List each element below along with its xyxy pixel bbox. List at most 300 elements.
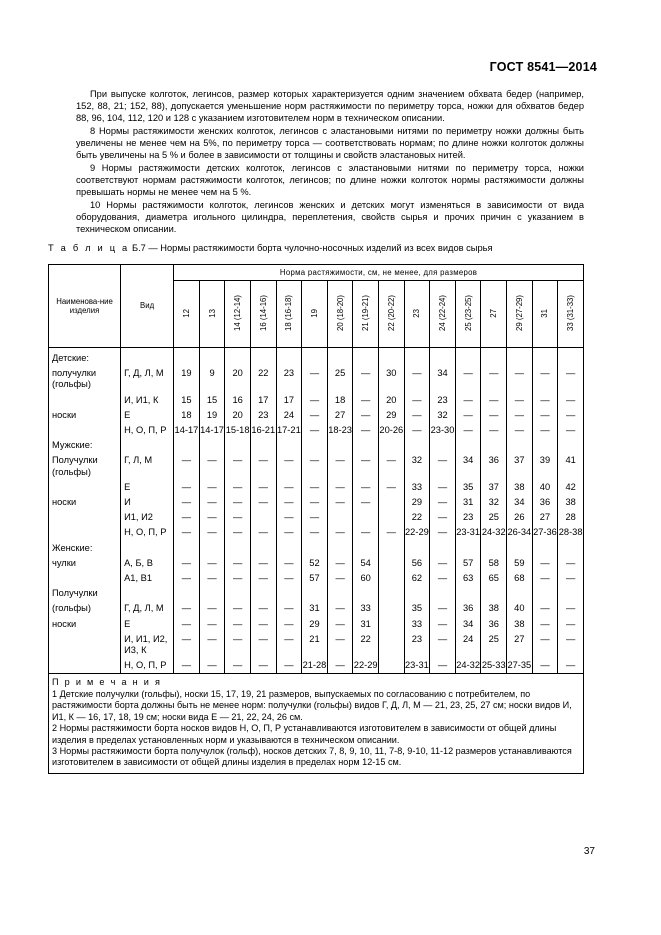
value-cell: 19: [199, 408, 225, 423]
value-cell: 28-38: [558, 525, 584, 540]
table-row: [49, 366, 584, 392]
value-cell: —: [327, 556, 353, 571]
value-cell: [404, 348, 430, 367]
value-cell: 59: [507, 556, 533, 571]
value-cell: —: [199, 601, 225, 616]
value-cell: 21: [302, 632, 328, 658]
size-header: [302, 281, 328, 348]
value-cell: —: [558, 366, 584, 392]
value-cell: —: [558, 423, 584, 438]
value-cell: —: [225, 617, 251, 632]
value-cell: 37: [507, 453, 533, 479]
value-cell: 23: [430, 393, 456, 408]
value-cell: —: [302, 495, 328, 510]
value-cell: 27: [507, 632, 533, 658]
value-cell: [302, 348, 328, 367]
note-item: 3 Нормы растяжимости борта получулок (гольф), носков детских 7, 8, 9, 10, 11, 7-8, 9-10, 11-12 размеров устанавливаются изготовителем в зависимости от общей длины изделия в пределах норм 12-15 см.: [52, 745, 572, 768]
value-cell: —: [404, 423, 430, 438]
value-cell: —: [199, 658, 225, 674]
kind-cell: Е: [121, 408, 174, 423]
value-cell: 32: [430, 408, 456, 423]
value-cell: [276, 586, 302, 601]
value-cell: —: [276, 658, 302, 674]
value-cell: —: [430, 617, 456, 632]
value-cell: 57: [455, 556, 481, 571]
size-header: [174, 281, 200, 348]
value-cell: —: [353, 423, 379, 438]
value-cell: [302, 541, 328, 556]
value-cell: —: [276, 571, 302, 586]
document-id: ГОСТ 8541—2014: [489, 60, 597, 74]
value-cell: —: [507, 408, 533, 423]
value-cell: —: [507, 423, 533, 438]
value-cell: [558, 348, 584, 367]
value-cell: —: [430, 453, 456, 479]
value-cell: [174, 541, 200, 556]
value-cell: 16-21: [250, 423, 276, 438]
value-cell: —: [558, 601, 584, 616]
item-name-cell: чулки: [49, 556, 121, 571]
value-cell: —: [225, 510, 251, 525]
value-cell: 17: [276, 393, 302, 408]
value-cell: 62: [404, 571, 430, 586]
size-header: [507, 281, 533, 348]
value-cell: 32: [481, 495, 507, 510]
value-cell: 39: [532, 453, 558, 479]
value-cell: 65: [481, 571, 507, 586]
value-cell: 29: [379, 408, 405, 423]
item-name-cell: [49, 480, 121, 495]
value-cell: —: [455, 408, 481, 423]
value-cell: —: [532, 601, 558, 616]
notes-list: [52, 689, 580, 769]
value-cell: —: [302, 453, 328, 479]
value-cell: —: [302, 366, 328, 392]
value-cell: [225, 586, 251, 601]
value-cell: —: [481, 423, 507, 438]
table-row: [49, 632, 584, 658]
value-cell: [353, 348, 379, 367]
value-cell: —: [430, 480, 456, 495]
value-cell: 9: [199, 366, 225, 392]
value-cell: —: [558, 658, 584, 674]
item-name-cell: получулки (гольфы): [49, 366, 121, 392]
value-cell: —: [430, 571, 456, 586]
kind-cell: А, Б, В: [121, 556, 174, 571]
table-row: [49, 495, 584, 510]
value-cell: 26: [507, 510, 533, 525]
value-cell: 58: [481, 556, 507, 571]
value-cell: 57: [302, 571, 328, 586]
value-cell: 37: [481, 480, 507, 495]
value-cell: —: [225, 632, 251, 658]
size-label: 24 (22-24): [438, 295, 448, 331]
size-label: 29 (27-29): [514, 295, 524, 331]
value-cell: 25: [481, 510, 507, 525]
value-cell: [455, 438, 481, 453]
item-name-cell: [49, 525, 121, 540]
value-cell: —: [250, 525, 276, 540]
value-cell: 34: [507, 495, 533, 510]
value-cell: [532, 541, 558, 556]
value-cell: —: [250, 658, 276, 674]
value-cell: —: [174, 601, 200, 616]
value-cell: —: [379, 453, 405, 479]
size-label: 25 (23-25): [463, 295, 473, 331]
column-header-norm: Норма растяжимости, см, не менее, для размеров: [174, 265, 584, 281]
item-name-cell: Получулки: [49, 586, 121, 601]
value-cell: [379, 541, 405, 556]
value-cell: —: [327, 453, 353, 479]
value-cell: —: [353, 495, 379, 510]
value-cell: 40: [532, 480, 558, 495]
item-name-cell: [49, 393, 121, 408]
value-cell: —: [404, 393, 430, 408]
notes-row: [49, 674, 584, 773]
table-row: [49, 586, 584, 601]
value-cell: 34: [455, 453, 481, 479]
value-cell: —: [174, 495, 200, 510]
value-cell: [353, 541, 379, 556]
value-cell: —: [532, 556, 558, 571]
value-cell: —: [507, 366, 533, 392]
value-cell: —: [225, 480, 251, 495]
value-cell: 38: [507, 617, 533, 632]
value-cell: —: [430, 658, 456, 674]
item-name-cell: Детские:: [49, 348, 121, 367]
size-label: 22 (20-22): [386, 295, 396, 331]
value-cell: 41: [558, 453, 584, 479]
value-cell: —: [276, 480, 302, 495]
value-cell: —: [302, 393, 328, 408]
table-row: [49, 423, 584, 438]
kind-cell: И: [121, 495, 174, 510]
value-cell: —: [532, 423, 558, 438]
value-cell: —: [199, 632, 225, 658]
value-cell: —: [174, 617, 200, 632]
value-cell: [353, 586, 379, 601]
value-cell: —: [174, 480, 200, 495]
column-header-kind: Вид: [121, 265, 174, 348]
value-cell: —: [327, 571, 353, 586]
kind-cell: [121, 541, 174, 556]
value-cell: —: [327, 495, 353, 510]
value-cell: —: [455, 393, 481, 408]
table-caption: [48, 243, 493, 253]
value-cell: [327, 348, 353, 367]
size-header: [481, 281, 507, 348]
kind-cell: А1, В1: [121, 571, 174, 586]
value-cell: —: [199, 480, 225, 495]
value-cell: —: [276, 453, 302, 479]
value-cell: 34: [455, 617, 481, 632]
value-cell: [430, 586, 456, 601]
value-cell: [430, 438, 456, 453]
value-cell: —: [276, 617, 302, 632]
value-cell: —: [225, 601, 251, 616]
value-cell: 31: [302, 601, 328, 616]
value-cell: 25-33: [481, 658, 507, 674]
item-name-cell: Женские:: [49, 541, 121, 556]
value-cell: 40: [507, 601, 533, 616]
value-cell: 31: [353, 617, 379, 632]
value-cell: —: [404, 366, 430, 392]
value-cell: 19: [174, 366, 200, 392]
kind-cell: Г, Л, М: [121, 453, 174, 479]
value-cell: [327, 586, 353, 601]
value-cell: [404, 541, 430, 556]
value-cell: —: [327, 658, 353, 674]
value-cell: 27-36: [532, 525, 558, 540]
value-cell: [455, 541, 481, 556]
value-cell: —: [225, 495, 251, 510]
value-cell: [455, 586, 481, 601]
value-cell: [302, 438, 328, 453]
value-cell: 26-34: [507, 525, 533, 540]
value-cell: 27: [327, 408, 353, 423]
table-row: [49, 453, 584, 479]
value-cell: —: [276, 601, 302, 616]
value-cell: 36: [481, 617, 507, 632]
intro-paragraph: 9 Нормы растяжимости детских колготок, легинсов с эластановыми нитями по периметру торса, ножки соответствуют нормам растяжимости колготок, легинсов; по длине ножки колготок нормы растяжимости должны превышать нормы не менее чем на 5 %.: [76, 162, 584, 197]
size-header: [276, 281, 302, 348]
item-name-cell: Мужские:: [49, 438, 121, 453]
value-cell: [276, 438, 302, 453]
item-name-cell: (гольфы): [49, 601, 121, 616]
value-cell: 22: [404, 510, 430, 525]
intro-text: [76, 89, 584, 237]
value-cell: —: [558, 393, 584, 408]
value-cell: —: [430, 632, 456, 658]
value-cell: —: [430, 525, 456, 540]
value-cell: 42: [558, 480, 584, 495]
value-cell: 23-31: [404, 658, 430, 674]
value-cell: —: [225, 525, 251, 540]
value-cell: —: [353, 393, 379, 408]
value-cell: 34: [430, 366, 456, 392]
size-header: [430, 281, 456, 348]
value-cell: 17-21: [276, 423, 302, 438]
value-cell: 35: [455, 480, 481, 495]
value-cell: [379, 495, 405, 510]
value-cell: [404, 586, 430, 601]
value-cell: —: [302, 408, 328, 423]
value-cell: 29: [302, 617, 328, 632]
value-cell: [379, 601, 405, 616]
value-cell: [558, 438, 584, 453]
value-cell: 33: [404, 480, 430, 495]
item-name-cell: [49, 510, 121, 525]
value-cell: —: [379, 480, 405, 495]
value-cell: —: [353, 366, 379, 392]
item-name-cell: носки: [49, 617, 121, 632]
value-cell: [250, 586, 276, 601]
size-label: 13: [207, 308, 217, 318]
value-cell: 36: [455, 601, 481, 616]
value-cell: [532, 586, 558, 601]
value-cell: [481, 438, 507, 453]
table-row: [49, 525, 584, 540]
size-header: [199, 281, 225, 348]
kind-cell: [121, 586, 174, 601]
size-header: [327, 281, 353, 348]
value-cell: [455, 348, 481, 367]
value-cell: —: [174, 658, 200, 674]
stretch-norms-table: [48, 264, 584, 774]
table-row: [49, 393, 584, 408]
intro-paragraph: 10 Нормы растяжимости колготок, легинсов женских и детских могут изменяться в зависимости от вида оборудования, диаметра игольного цилиндра, переплетения, свойств сырья и прочих причин с указанием в техническом описании.: [76, 199, 584, 234]
value-cell: 23: [455, 510, 481, 525]
item-name-cell: [49, 658, 121, 674]
size-label: 31: [540, 308, 550, 318]
value-cell: [379, 438, 405, 453]
size-header: [455, 281, 481, 348]
value-cell: 22-29: [404, 525, 430, 540]
value-cell: [250, 348, 276, 367]
value-cell: —: [558, 632, 584, 658]
value-cell: [481, 348, 507, 367]
value-cell: —: [199, 617, 225, 632]
value-cell: [379, 586, 405, 601]
value-cell: —: [481, 393, 507, 408]
value-cell: 15: [199, 393, 225, 408]
value-cell: 23: [404, 632, 430, 658]
size-label: 19: [309, 308, 319, 318]
item-name-cell: [49, 632, 121, 658]
value-cell: 18: [327, 393, 353, 408]
value-cell: —: [430, 510, 456, 525]
value-cell: [250, 541, 276, 556]
kind-cell: И, И1, И2, И3, К: [121, 632, 174, 658]
value-cell: [532, 438, 558, 453]
value-cell: 38: [481, 601, 507, 616]
value-cell: [507, 348, 533, 367]
kind-cell: Е: [121, 480, 174, 495]
value-cell: —: [250, 571, 276, 586]
value-cell: —: [276, 510, 302, 525]
size-header: [353, 281, 379, 348]
value-cell: —: [532, 571, 558, 586]
notes-title: П р и м е ч а н и я: [52, 677, 162, 688]
value-cell: [250, 438, 276, 453]
value-cell: —: [532, 408, 558, 423]
value-cell: —: [353, 480, 379, 495]
size-label: 18 (16-18): [284, 295, 294, 331]
value-cell: [558, 541, 584, 556]
value-cell: —: [199, 495, 225, 510]
table-row: [49, 541, 584, 556]
value-cell: 23-30: [430, 423, 456, 438]
value-cell: 33: [404, 617, 430, 632]
note-item: 2 Нормы растяжимости борта носков видов Н, О, П, Р устанавливаются изготовителем в зависимости от общей длины изделия в пределах установленных норм и указываются в техническом описании.: [52, 723, 557, 745]
value-cell: —: [353, 408, 379, 423]
notes-cell: [49, 674, 584, 773]
value-cell: 18-23: [327, 423, 353, 438]
table-row: [49, 617, 584, 632]
value-cell: —: [455, 366, 481, 392]
value-cell: —: [481, 408, 507, 423]
value-cell: [327, 510, 353, 525]
value-cell: [250, 510, 276, 525]
value-cell: —: [302, 480, 328, 495]
value-cell: —: [558, 571, 584, 586]
value-cell: —: [302, 510, 328, 525]
size-label: 20 (18-20): [335, 295, 345, 331]
value-cell: —: [558, 617, 584, 632]
value-cell: 28: [558, 510, 584, 525]
value-cell: [174, 348, 200, 367]
value-cell: [507, 541, 533, 556]
value-cell: 14-17: [174, 423, 200, 438]
value-cell: [199, 348, 225, 367]
value-cell: —: [225, 658, 251, 674]
column-header-item-name: Наименова-ние изделия: [49, 265, 121, 348]
value-cell: —: [225, 571, 251, 586]
value-cell: —: [199, 525, 225, 540]
table-row: [49, 408, 584, 423]
value-cell: —: [507, 393, 533, 408]
table-row: [49, 556, 584, 571]
value-cell: [532, 348, 558, 367]
value-cell: [379, 658, 405, 674]
value-cell: [302, 586, 328, 601]
value-cell: —: [250, 556, 276, 571]
value-cell: [379, 556, 405, 571]
table-row: [49, 348, 584, 367]
value-cell: —: [225, 556, 251, 571]
value-cell: —: [250, 453, 276, 479]
item-name-cell: [49, 423, 121, 438]
kind-cell: И1, И2: [121, 510, 174, 525]
item-name-cell: Получулки (гольфы): [49, 453, 121, 479]
size-label: 21 (19-21): [361, 295, 371, 331]
value-cell: 25: [481, 632, 507, 658]
value-cell: —: [558, 556, 584, 571]
value-cell: [430, 348, 456, 367]
value-cell: —: [353, 453, 379, 479]
value-cell: [507, 438, 533, 453]
value-cell: —: [250, 617, 276, 632]
value-cell: 36: [532, 495, 558, 510]
kind-cell: Н, О, П, Р: [121, 525, 174, 540]
value-cell: —: [532, 658, 558, 674]
value-cell: —: [174, 453, 200, 479]
value-cell: [225, 541, 251, 556]
size-label: 16 (14-16): [258, 295, 268, 331]
value-cell: [199, 541, 225, 556]
value-cell: —: [250, 632, 276, 658]
value-cell: [379, 348, 405, 367]
kind-cell: [121, 348, 174, 367]
item-name-cell: носки: [49, 408, 121, 423]
value-cell: 32: [404, 453, 430, 479]
value-cell: —: [174, 556, 200, 571]
table-row: [49, 510, 584, 525]
value-cell: —: [353, 525, 379, 540]
size-header: [250, 281, 276, 348]
size-label: 14 (12-14): [233, 295, 243, 331]
value-cell: —: [532, 617, 558, 632]
value-cell: [430, 541, 456, 556]
value-cell: 63: [455, 571, 481, 586]
value-cell: [481, 586, 507, 601]
value-cell: —: [430, 495, 456, 510]
value-cell: 22-29: [353, 658, 379, 674]
value-cell: 30: [379, 366, 405, 392]
value-cell: [276, 348, 302, 367]
value-cell: —: [225, 453, 251, 479]
value-cell: —: [302, 525, 328, 540]
